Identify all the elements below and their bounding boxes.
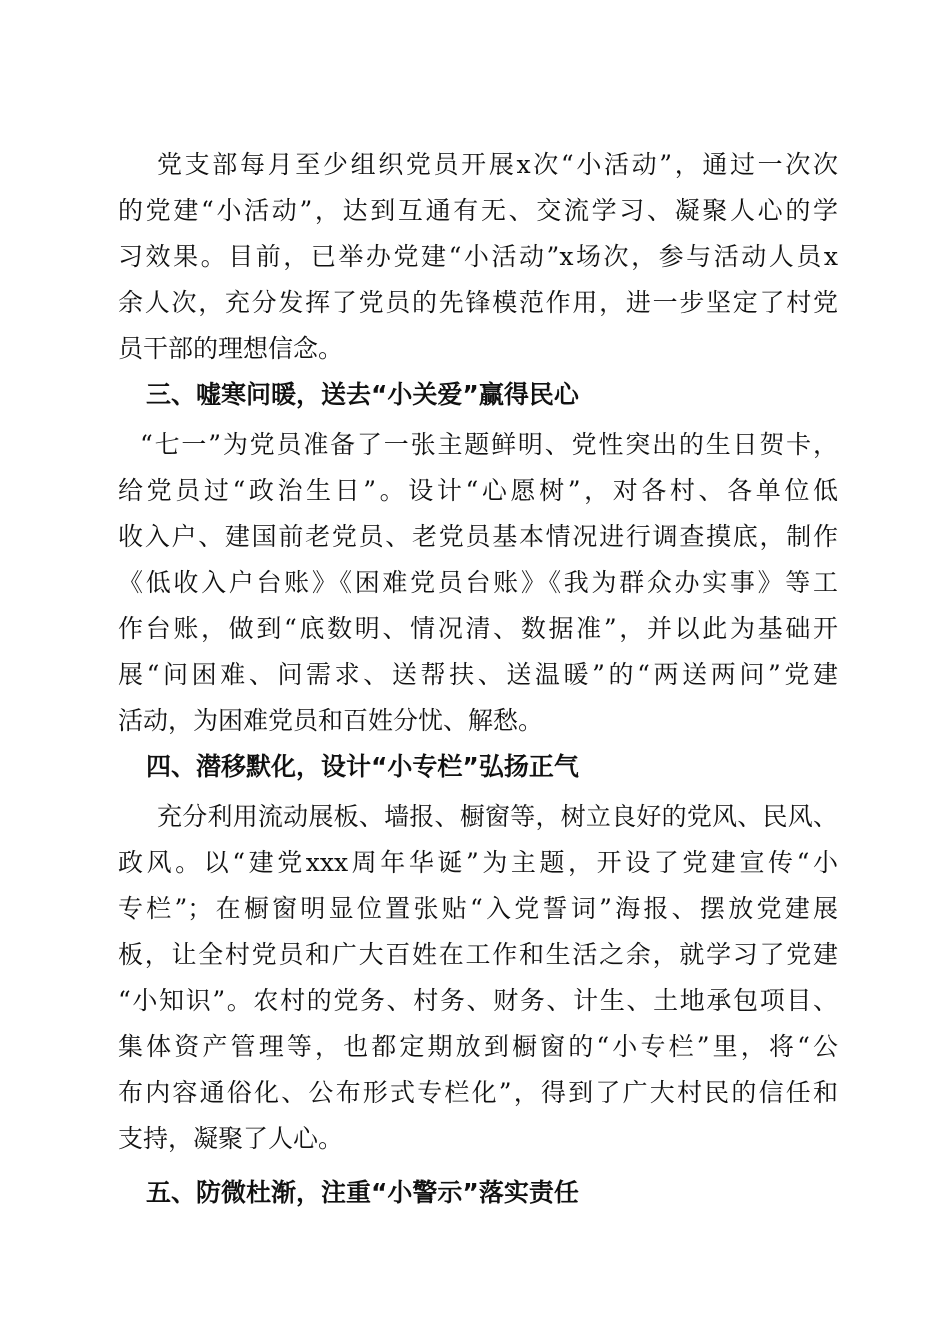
paragraph-line: 展“问困难、问需求、送帮扶、送温暖”的“两送两问”党建 [118,660,838,689]
paragraph-line: “七一”为党员准备了一张主题鲜明、党性突出的生日贺卡， [140,430,838,459]
paragraph-line: 充分利用流动展板、墙报、橱窗等，树立良好的党风、民风、 [157,802,838,831]
paragraph-line: 习效果。目前，已举办党建“小活动”x场次，参与活动人员x [118,242,838,271]
document-body [118,142,838,1220]
paragraph-line: 员干部的理想信念。 [118,334,344,363]
paragraph-line: 《低收入户台账》《困难党员台账》《我为群众办实事》等工 [118,568,838,597]
paragraph-line: “小知识”。农村的党务、村务、财务、计生、土地承包项目、 [118,986,838,1015]
paragraph-line: 集体资产管理等，也都定期放到橱窗的“小专栏”里，将“公 [118,1032,838,1061]
section-heading-3: 三、嘘寒问暖，送去“小关爱”赢得民心 [146,380,579,409]
paragraph-line: 支持，凝聚了人心。 [118,1124,344,1153]
section-heading-5: 五、防微杜渐，注重“小警示”落实责任 [146,1178,579,1207]
paragraph-line: 政风。以“建党xxx周年华诞”为主题，开设了党建宣传“小 [118,848,838,877]
paragraph-line: 活动，为困难党员和百姓分忧、解愁。 [118,706,544,735]
paragraph-line: 专栏”；在橱窗明显位置张贴“入党誓词”海报、摆放党建展 [118,894,838,923]
paragraph-care [118,422,838,744]
paragraph-activities [118,142,838,372]
paragraph-line: 收入户、建国前老党员、老党员基本情况进行调查摸底，制作 [118,522,838,551]
paragraph-line: 的党建“小活动”，达到互通有无、交流学习、凝聚人心的学 [118,196,838,225]
paragraph-column [118,794,838,1162]
paragraph-line: 布内容通俗化、公布形式专栏化”，得到了广大村民的信任和 [118,1078,838,1107]
paragraph-line: 余人次，充分发挥了党员的先锋模范作用，进一步坚定了村党 [118,288,838,317]
paragraph-line: 作台账，做到“底数明、情况清、数据准”，并以此为基础开 [118,614,838,643]
paragraph-line: 板，让全村党员和广大百姓在工作和生活之余，就学习了党建 [118,940,838,969]
paragraph-line: 给党员过“政治生日”。设计“心愿树”，对各村、各单位低 [118,476,838,505]
paragraph-line: 党支部每月至少组织党员开展x次“小活动”，通过一次次 [157,150,838,179]
section-heading-4: 四、潜移默化，设计“小专栏”弘扬正气 [146,752,579,781]
